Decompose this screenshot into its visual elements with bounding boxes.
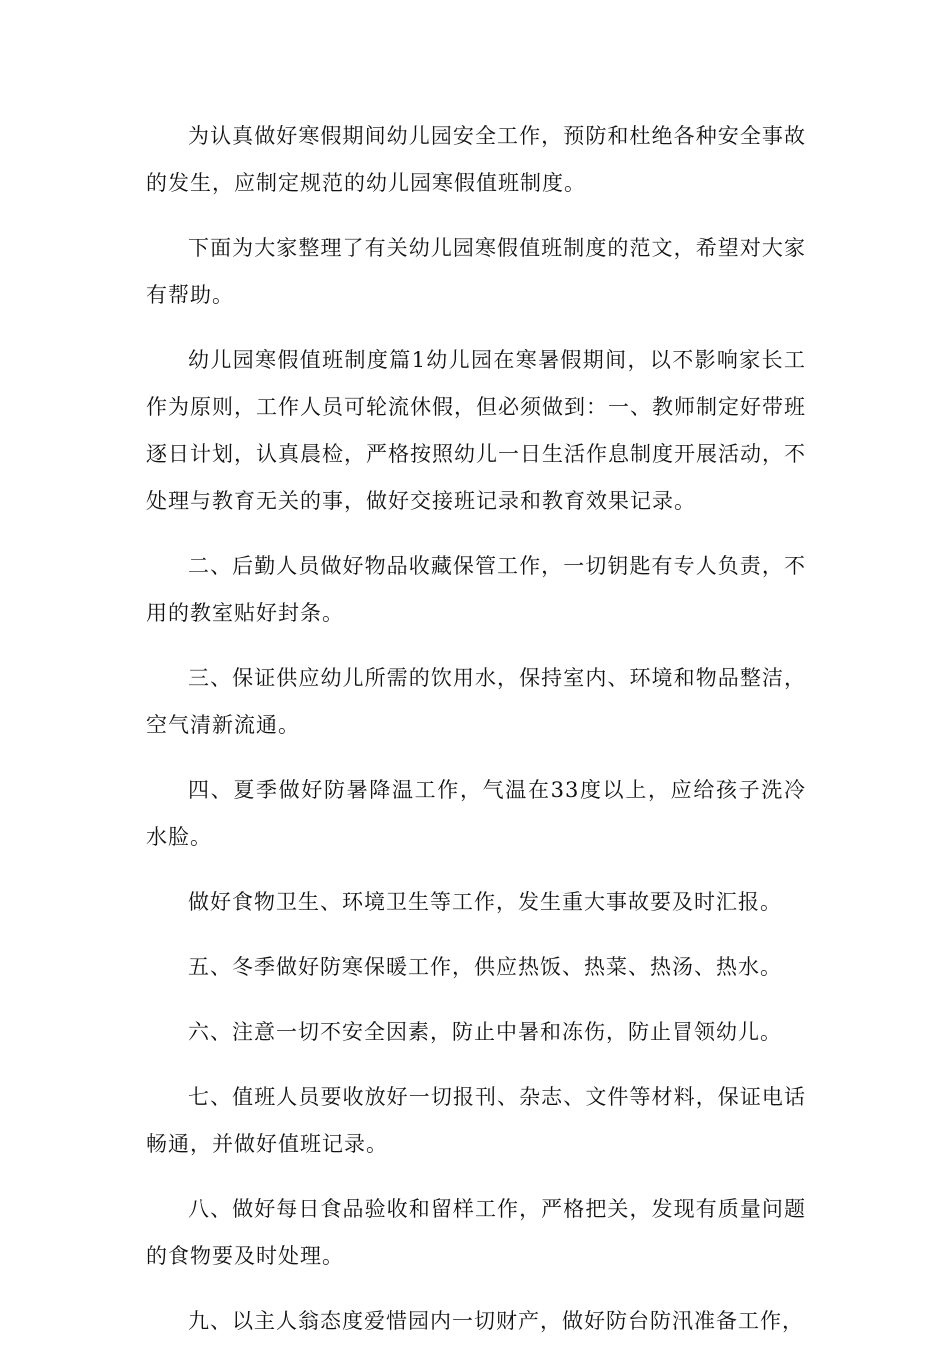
paragraph-hygiene: 做好食物卫生、环境卫生等工作，发生重大事故要及时汇报。 [188, 890, 782, 914]
paragraph-item-9: 九、以主人翁态度爱惜园内一切财产，做好防台防汛准备工作， [188, 1309, 804, 1333]
document-body [146, 113, 806, 1363]
paragraph-item-2: 二、后勤人员做好物品收藏保管工作，一切钥匙有专人负责，不用的教室贴好封条。 [146, 554, 806, 625]
paragraph-item-4: 四、夏季做好防暑降温工作，气温在33度以上，应给孩子洗冷水脸。 [146, 778, 806, 849]
paragraph-item-5: 五、冬季做好防寒保暖工作，供应热饭、热菜、热汤、热水。 [188, 955, 782, 979]
paragraph-item-6: 六、注意一切不安全因素，防止中暑和冻伤，防止冒领幼儿。 [188, 1020, 782, 1044]
paragraph-item-3: 三、保证供应幼儿所需的饮用水，保持室内、环境和物品整洁，空气清新流通。 [146, 666, 806, 737]
paragraph-section-1: 幼儿园寒假值班制度篇1幼儿园在寒暑假期间，以不影响家长工作为原则，工作人员可轮流休假，但必须做到：一、教师制定好带班逐日计划，认真晨检，严格按照幼儿一日生活作息制度开展活动，不处理与教育无关的事，做好交接班记录和教育效果记录。 [146, 348, 806, 513]
paragraph-intro: 为认真做好寒假期间幼儿园安全工作，预防和杜绝各种安全事故的发生，应制定规范的幼儿园寒假值班制度。 [146, 124, 806, 195]
paragraph-summary: 下面为大家整理了有关幼儿园寒假值班制度的范文，希望对大家有帮助。 [146, 236, 806, 307]
paragraph-item-8: 八、做好每日食品验收和留样工作，严格把关，发现有质量问题的食物要及时处理。 [146, 1197, 806, 1268]
paragraph-item-7: 七、值班人员要收放好一切报刊、杂志、文件等材料，保证电话畅通，并做好值班记录。 [146, 1085, 806, 1156]
